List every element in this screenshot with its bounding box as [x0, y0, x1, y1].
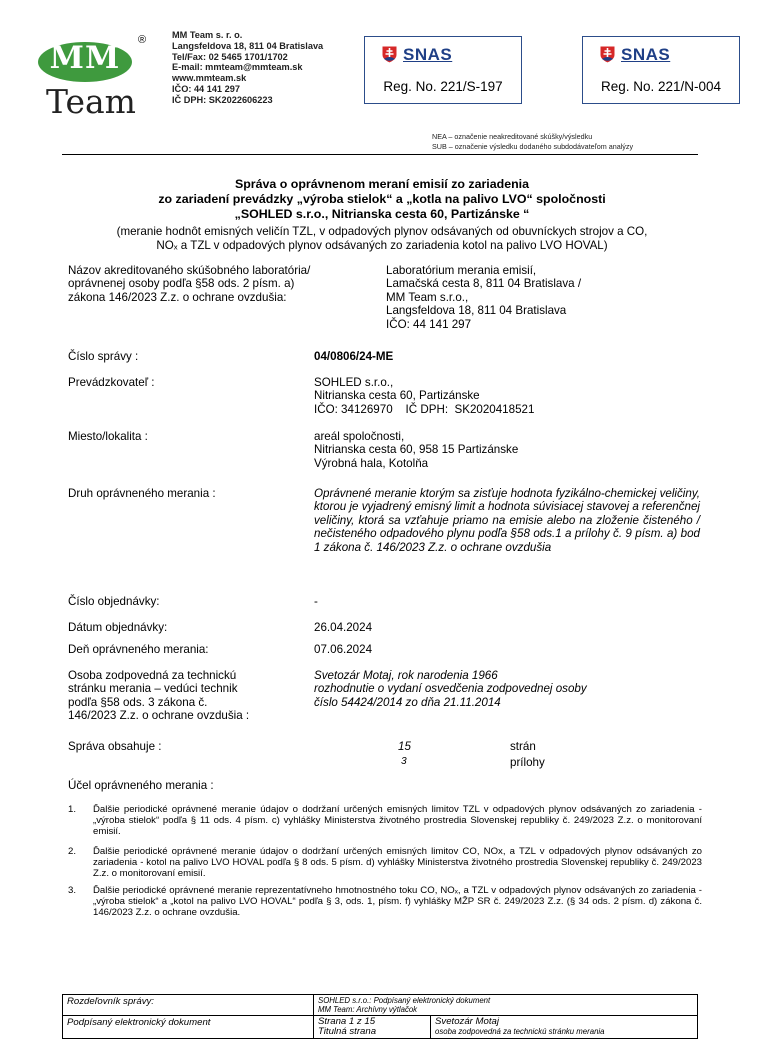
responsible-label [68, 669, 249, 723]
registered-mark: ® [138, 34, 147, 46]
company-phone: Tel/Fax: 02 5465 1701/1702 [172, 51, 288, 62]
location-line: areál spoločnosti, [314, 430, 405, 443]
report-no-value: 04/0806/24-ME [314, 350, 394, 363]
distribution-label: Rozdeľovník správy: [63, 995, 314, 1016]
lab-value-line: MM Team s.r.o., [386, 290, 469, 304]
page-title: Titulná strana [318, 1026, 377, 1037]
order-date-value: 26.04.2024 [314, 621, 373, 634]
snas-reg-number: Reg. No. 221/N-004 [600, 79, 722, 94]
order-no-value: - [314, 595, 318, 608]
legend-nea: NEA – označenie neakreditované skúšky/výsledku [432, 132, 593, 141]
purpose-label: Účel oprávneného merania : [68, 779, 214, 792]
contents-pages: 15 [398, 740, 411, 753]
contents-pages-unit: strán [510, 740, 536, 753]
signer-info [431, 1016, 698, 1039]
lab-value [386, 264, 581, 331]
footer-row-distribution [63, 995, 698, 1016]
snas-badge-n004 [582, 36, 740, 104]
snas-brand: SNAS [403, 45, 453, 64]
footer-table [62, 994, 698, 1039]
responsible-label-line: Osoba zodpovedná za technickú [68, 669, 237, 682]
footer-row-signature [63, 1016, 698, 1039]
purpose-item-text: Ďalšie periodické oprávnené meranie údajov o dodržaní určených emisných limitov TZL v odpadových plynov odsávaných zo zariadenia - „výroba stielok“ podľa § 11 ods. 4 písm. c) vyhlášky Ministerstva životného prostredia Slovenskej republiky č. 249/2023 Z.z. o monitorovaní emisií. [93, 804, 702, 837]
lab-value-line: Laboratórium merania emisií, [386, 264, 537, 277]
responsible-value-line: rozhodnutie o vydaní osvedčenia zodpovednej osoby [314, 682, 587, 696]
measurement-type-value: Oprávnené meranie ktorým sa zisťuje hodnota fyzikálno-chemickej veličiny, ktorou je vyjadrený emisný limit a hodnota súvisiacej stavovej a referenčnej veličiny, ktorá sa vzťahuje priamo na emisie alebo na zloženie čisteného / nečisteného odpadového plynu podľa §58 ods.1 a prílohy č. 9 písm. a) bod 1 zákona č. 146/2023 Z.z. o ochrane ovzdušia [314, 487, 701, 554]
measure-date-value: 07.06.2024 [314, 643, 373, 656]
report-subtitle [52, 225, 712, 252]
order-no-label: Číslo objednávky: [68, 595, 160, 608]
purpose-item-number: 2. [68, 846, 77, 857]
operator-line: Nitrianska cesta 60, Partizánske [314, 389, 480, 403]
responsible-label-line: podľa §58 ods. 3 zákona č. [68, 695, 208, 709]
responsible-value-line: Svetozár Motaj, rok narodenia 1966 [314, 669, 498, 682]
responsible-label-line: 146/2023 Z.z. o ochrane ovzdušia : [68, 709, 250, 723]
distribution-value [314, 995, 698, 1016]
snas-badge-s197 [364, 36, 522, 104]
signed-document-label: Podpísaný elektronický dokument [63, 1016, 314, 1039]
operator-line: SOHLED s.r.o., [314, 376, 394, 389]
lab-label [68, 264, 310, 304]
page-info [314, 1016, 431, 1039]
location-value [314, 430, 518, 470]
logo-mm-text: MM [49, 40, 121, 76]
company-ico: IČO: 44 141 297 [172, 83, 240, 94]
lab-value-line: Lamačská cesta 8, 811 04 Bratislava / [386, 277, 582, 291]
snas-reg-number: Reg. No. 221/S-197 [383, 79, 503, 94]
company-email: E-mail: mmteam@mmteam.sk [172, 62, 303, 73]
responsible-value [314, 669, 587, 709]
operator-label: Prevádzkovateľ : [68, 376, 155, 389]
lab-value-line: IČO: 44 141 297 [386, 317, 472, 331]
distribution-line: MM Team: Archívny výtlačok [318, 1005, 418, 1014]
distribution-line: SOHLED s.r.o.: Podpísaný elektronický dokument [318, 996, 491, 1005]
logo-team-text: Team [46, 82, 136, 121]
signer-role: osoba zodpovedná za technickú stránku merania [435, 1027, 605, 1036]
contents-attachments: 3 [401, 756, 407, 767]
title-line: Správa o oprávnenom meraní emisií zo zariadenia [234, 177, 530, 191]
company-dic: IČ DPH: SK2022606223 [172, 94, 273, 105]
location-label: Miesto/lokalita : [68, 430, 148, 443]
report-title [52, 177, 712, 222]
slovak-shield-icon [381, 45, 398, 64]
operator-line: IČO: 34126970 IČ DPH: SK2020418521 [314, 402, 535, 416]
company-address: Langsfeldova 18, 811 04 Bratislava [172, 40, 324, 51]
lab-label-line: oprávnenej osoby podľa §58 ods. 2 písm. a) [68, 277, 295, 291]
contents-attachments-unit: prílohy [510, 756, 545, 769]
company-name: MM Team s. r. o. [172, 30, 243, 40]
location-line: Výrobná hala, Kotolňa [314, 456, 429, 470]
lab-label-line: Názov akreditovaného skúšobného laboratória/ [68, 264, 311, 277]
responsible-value-line: číslo 54424/2014 zo dňa 21.11.2014 [314, 695, 501, 709]
order-date-label: Dátum objednávky: [68, 621, 168, 634]
lab-label-line: zákona 146/2023 Z.z. o ochrane ovzdušia: [68, 290, 287, 304]
operator-value [314, 376, 534, 416]
signer-name: Svetozár Motaj [435, 1016, 499, 1027]
responsible-label-line: stránku merania – vedúci technik [68, 682, 238, 696]
company-web: www.mmteam.sk [172, 73, 247, 84]
lab-value-line: Langsfeldova 18, 811 04 Bratislava [386, 304, 567, 318]
measurement-type-label: Druh oprávneného merania : [68, 487, 216, 500]
page-number: Strana 1 z 15 [318, 1016, 376, 1027]
title-line: zo zariadení prevádzky „výroba stielok“ a „kotla na palivo LVO“ spoločnosti [158, 192, 606, 206]
header-legend [432, 132, 633, 151]
location-line: Nitrianska cesta 60, 958 15 Partizánske [314, 443, 519, 457]
purpose-item-number: 1. [68, 804, 77, 815]
measure-date-label: Deň oprávneného merania: [68, 643, 209, 656]
contents-label: Správa obsahuje : [68, 740, 162, 753]
report-no-label: Číslo správy : [68, 350, 139, 363]
snas-brand: SNAS [621, 45, 671, 64]
slovak-shield-icon [599, 45, 616, 64]
purpose-item-number: 3. [68, 885, 77, 896]
purpose-item-text: Ďalšie periodické oprávnené meranie údajov o dodržaní určených emisných limitov CO, NOx, a TZL v odpadových plynov odsávaných zo zariadenia - kotol na palivo LVO HOVAL podľa § 8 ods. 5 písm. d) vyhlášky Ministerstva životného prostredia Slovenskej republiky č. 249/2023 Z.z. o monitorovaní emisií. [93, 846, 702, 879]
subtitle-line: NOₓ a TZL v odpadových plynov odsávaných zo zariadenia kotol na palivo LVO HOVAL) [156, 238, 608, 252]
legend-sub: SUB – označenie výsledku dodaného subdodávateľom analýzy [432, 141, 634, 151]
title-line: „SOHLED s.r.o., Nitrianska cesta 60, Partizánske “ [234, 207, 530, 221]
company-info [172, 30, 323, 106]
subtitle-line: (meranie hodnôt emisných veličín TZL, v odpadových plynov odsávaných od obuvníckych strojov a CO, [116, 225, 648, 238]
header-divider [62, 154, 698, 155]
purpose-item-text: Ďalšie periodické oprávnené meranie reprezentatívneho hmotnostného toku CO, NOₓ, a TZL v odpadových plynov odsávaných zo zariadenia - „výroba stielok“ a „kotol na palivo LVO HOVAL“ podľa § 3, ods. 1, písm. f) vyhlášky MŽP SR č. 249/2023 Z.z. (§ 34 ods. 2 písm. d) zákona č. 146/2023 Z.z. o ochrane ovzdušia. [93, 885, 702, 918]
